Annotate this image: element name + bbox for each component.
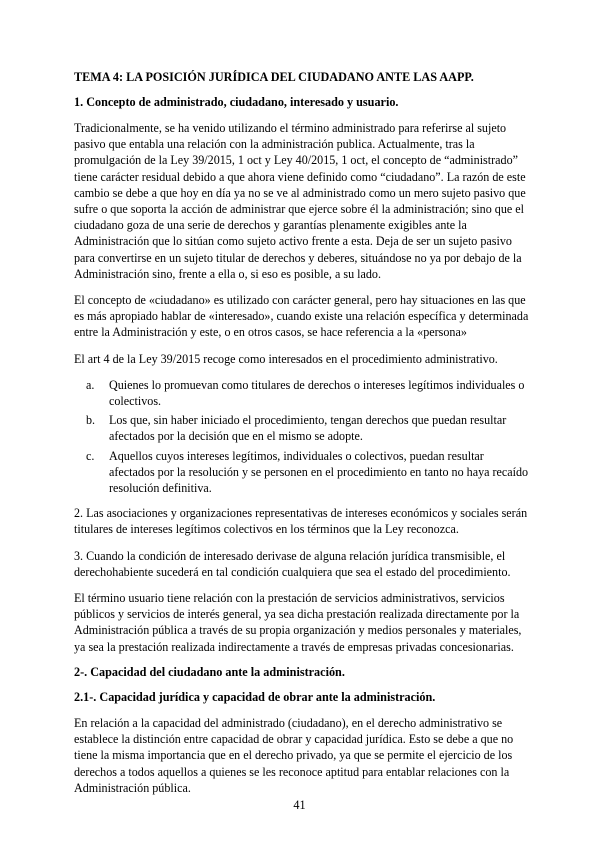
page-number: 41: [293, 798, 306, 812]
list-marker: c.: [86, 448, 95, 463]
paragraph-asociaciones: 2. Las asociaciones y organizaciones representativas de intereses económicos y sociales serán titulares de intereses legítimos colectivos en los términos que la Ley reconozca.: [74, 506, 528, 537]
document-page: [74, 70, 530, 806]
document-title: TEMA 4: LA POSICIÓN JURÍDICA DEL CIUDADANO ANTE LAS AAPP.: [74, 70, 474, 84]
paragraph-usuario: El término usuario tiene relación con la prestación de servicios administrativos, servicios públicos y servicios de interés general, ya sea dicha prestación realizada directamente por la Administración pública a través de su propia organización y medios personales y materiales, ya sea la prestación realizada indirectamente a través de empresas privadas concesionarias.: [74, 591, 522, 654]
section-1-heading: 1. Concepto de administrado, ciudadano, interesado y usuario.: [74, 95, 399, 109]
list-item: [86, 377, 530, 409]
list-item: [86, 448, 530, 497]
list-marker: a.: [86, 377, 95, 392]
list-item: [86, 412, 530, 444]
paragraph-administrado: Tradicionalmente, se ha venido utilizando el término administrado para referirse al sujeto pasivo que entabla una relación con la administración publica. Actualmente, tras la promulgación de la Ley 39/2015, 1 oct y Ley 40/2015, 1 oct, el concepto de “administrado” tiene carácter residual debido a que ahora viene definido como “ciudadano”. La razón de este cambio se debe a que hoy en día ya no se ve al administrado como un mero sujeto pasivo que sufre o que soporta la acción de administrar que ejerce sobre él la administración; sino que el ciudadano goza de una serie de derechos y garantías plenamente exigibles ante la Administración que lo sitúan como sujeto activo frente a esta. Deja de ser un sujeto pasivo para convertirse en un sujeto titular de derechos y deberes, situándose no ya por debajo de la Administración sino, frente a ella o, si eso es posible, a su lado.: [74, 121, 526, 281]
paragraph-art4: El art 4 de la Ley 39/2015 recoge como interesados en el procedimiento administrativo.: [74, 351, 498, 366]
paragraph-capacidad: En relación a la capacidad del administrado (ciudadano), en el derecho administrativo se establece la distinción entre capacidad de obrar y capacidad jurídica. Esto se debe a que no tiene la misma importancia que en el derecho privado, ya que se permite el ejercicio de los derechos a todos aquellos a quienes se les reconoce aptitud para entablar relaciones con la Administración pública.: [74, 715, 514, 795]
section-2-heading: 2-. Capacidad del ciudadano ante la administración.: [74, 664, 345, 679]
paragraph-derechohabiente: 3. Cuando la condición de interesado derivase de alguna relación jurídica transmisible, el derechohabiente sucederá en tal condición cualquiera que sea el estado del procedimiento.: [74, 548, 511, 579]
section-2-1-heading: 2.1-. Capacidad jurídica y capacidad de obrar ante la administración.: [74, 689, 436, 704]
list-marker: b.: [86, 413, 96, 428]
list-item-text: Aquellos cuyos intereses legítimos, individuales o colectivos, puedan resultar afectados por la resolución y se personen en el procedimiento en tanto no haya recaído resolución definitiva.: [109, 448, 529, 496]
list-item-text: Quienes lo promuevan como titulares de derechos o intereses legítimos individuales o colectivos.: [109, 377, 525, 409]
list-item-text: Los que, sin haber iniciado el procedimiento, tengan derechos que puedan resultar afectados por la decisión que en el mismo se adopte.: [109, 413, 507, 444]
interesados-list: [74, 377, 530, 496]
paragraph-ciudadano: El concepto de «ciudadano» es utilizado con carácter general, pero hay situaciones en las que es más apropiado hablar de «interesado», cuando existe una relación específica y determinada entre la Administración y este, o en otros casos, se hace referencia a la «persona»: [74, 293, 529, 340]
